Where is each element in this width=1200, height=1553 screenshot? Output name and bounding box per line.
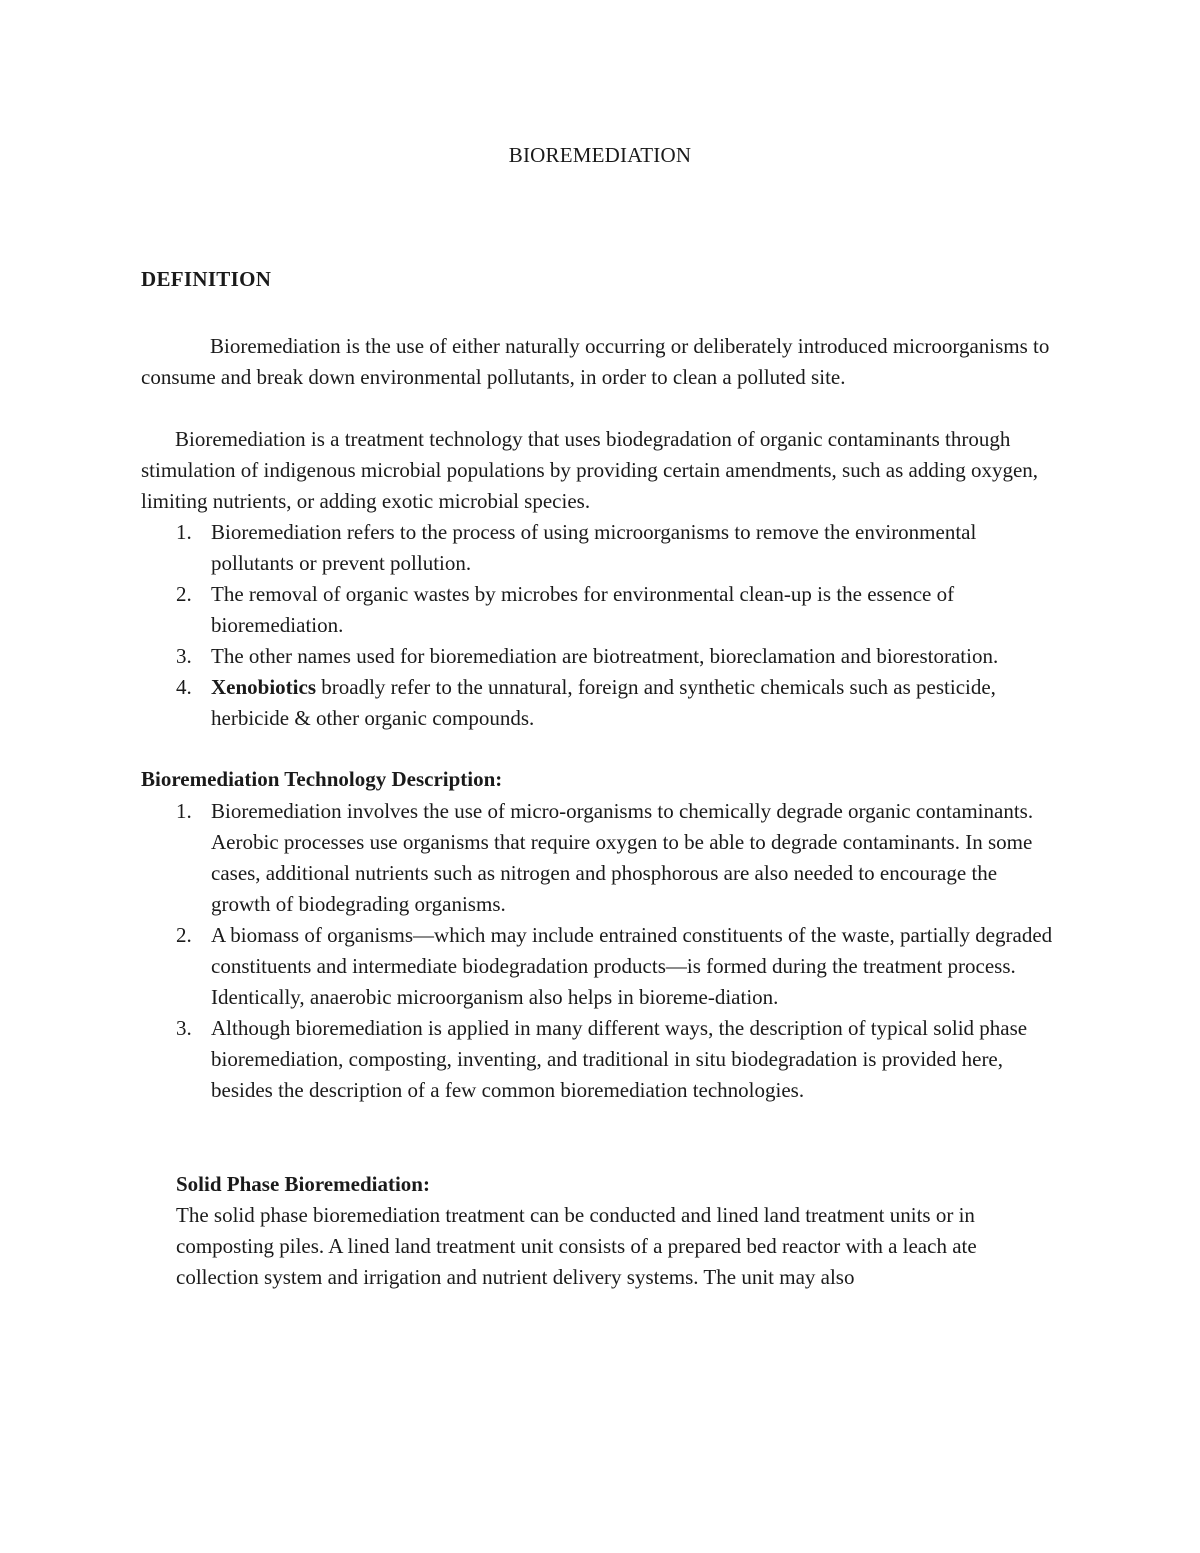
definition-paragraph-1: Bioremediation is the use of either naturally occurring or deliberately introduced microorganisms to consume and break down environmental pollutants, in order to clean a polluted site.: [141, 334, 1050, 389]
definition-heading: DEFINITION: [141, 267, 272, 291]
list-item-text: The removal of organic wastes by microbes for environmental clean-up is the essence of bioremediation.: [211, 582, 955, 637]
technology-list: [141, 796, 1061, 1106]
list-number: 2.: [176, 923, 192, 947]
list-item-text: broadly refer to the unnatural, foreign and synthetic chemicals such as pesticide, herbicide & other organic compounds.: [211, 675, 996, 730]
list-item: [141, 641, 1061, 672]
list-number: 3.: [176, 644, 192, 668]
list-number: 1.: [176, 520, 192, 544]
list-number: 3.: [176, 1016, 192, 1040]
xenobiotics-term: Xenobiotics: [211, 675, 316, 699]
list-item-text: A biomass of organisms—which may include entrained constituents of the waste, partially degraded constituents and intermediate biodegradation products—is formed during the treatment process. Identically, anaerobic microorganism also helps in bioreme-diation.: [211, 923, 1053, 1009]
list-number: 2.: [176, 582, 192, 606]
document-title: BIOREMEDIATION: [508, 143, 692, 167]
list-item: [141, 1013, 1061, 1106]
list-item: [141, 579, 1061, 641]
definition-list: [141, 517, 1061, 734]
list-number: 4.: [176, 675, 192, 699]
technology-heading: Bioremediation Technology Description:: [141, 767, 503, 791]
solid-phase-heading: Solid Phase Bioremediation:: [176, 1172, 430, 1196]
list-number: 1.: [176, 799, 192, 823]
list-item: [141, 796, 1061, 920]
list-item: [141, 920, 1061, 1013]
list-item-text: Although bioremediation is applied in many different ways, the description of typical solid phase bioremediation, composting, inventing, and traditional in situ biodegradation is provided here, besides the description of a few common bioremediation technologies.: [211, 1016, 1028, 1102]
list-item-text: Bioremediation involves the use of micro-organisms to chemically degrade organic contaminants. Aerobic processes use organisms that require oxygen to be able to degrade contaminants. In some cases, additional nutrients such as nitrogen and phosphorous are also needed to encourage the growth of biodegrading organisms.: [211, 799, 1034, 916]
list-item: [141, 672, 1061, 734]
list-item-text: The other names used for bioremediation are biotreatment, bioreclamation and biorestoration.: [211, 644, 999, 668]
solid-phase-paragraph: The solid phase bioremediation treatment can be conducted and lined land treatment units or in composting piles. A lined land treatment unit consists of a prepared bed reactor with a leach ate collection system and irrigation and nutrient delivery systems. The unit may also: [176, 1203, 977, 1289]
list-item-text: Bioremediation refers to the process of using microorganisms to remove the environmental pollutants or prevent pollution.: [211, 520, 977, 575]
definition-paragraph-2: Bioremediation is a treatment technology that uses biodegradation of organic contaminants through stimulation of indigenous microbial populations by providing certain amendments, such as adding oxygen, limiting nutrients, or adding exotic microbial species.: [141, 427, 1039, 513]
list-item: [141, 517, 1061, 579]
